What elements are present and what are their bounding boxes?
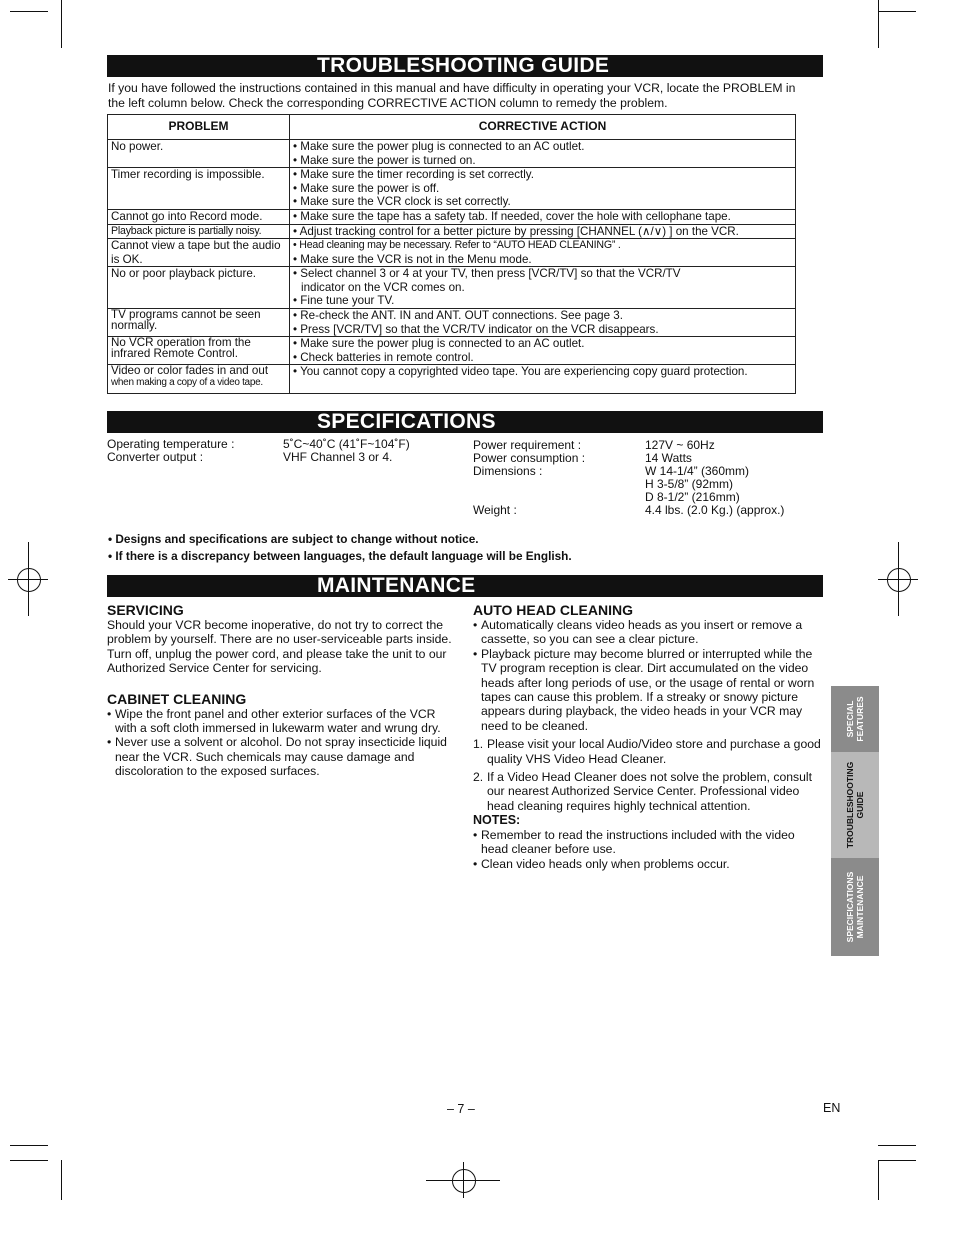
problem-cell: No or poor playback picture. [108, 267, 290, 309]
auto-head-heading: AUTO HEAD CLEANING [473, 602, 633, 618]
registration-mark [887, 568, 911, 592]
spec-right-labels: Power requirement : Power consumption : Dimensions : Weight : [473, 438, 586, 517]
crop-mark [10, 11, 48, 12]
spec-left-labels: Operating temperature : Converter output : [107, 437, 235, 464]
action-cell: • You cannot copy a copyrighted video tape. You are experiencing copy guard protection. [290, 365, 796, 394]
problem-cell: Cannot go into Record mode. [108, 210, 290, 225]
registration-mark [28, 542, 29, 616]
action-cell: • Make sure the power plug is connected to an AC outlet. • Check batteries in remote control. [290, 337, 796, 365]
spec-left-values: 5˚C~40˚C (41˚F~104˚F) VHF Channel 3 or 4. [283, 437, 410, 464]
action-cell: • Select channel 3 or 4 at your TV, then press [VCR/TV] so that the VCR/TV indicator on the VCR comes on. • Fine tune your TV. [290, 267, 796, 309]
table-row [108, 210, 796, 225]
troubleshooting-table [107, 114, 796, 394]
problem-cell: Video or color fades in and out when making a copy of a video tape. [108, 365, 290, 394]
crop-mark [878, 11, 916, 12]
servicing-text: Should your VCR become inoperative, do not try to correct the problem by yourself. There are no user-serviceable parts inside. Turn off, unplug the power cord, and please take the unit to our Authorized Service Center for servicing. [107, 618, 452, 676]
table-row [108, 140, 796, 168]
list-item: • Playback picture may become blurred or interrupted while the TV program reception is clear. Dirt accumulated on the video heads after long periods of use, or the usage of rental or worn tapes can cause this problem. If a streaky or snowy picture appears during playback, the video heads in your VCR may need to be cleaned. [473, 646, 815, 733]
crop-mark [878, 1160, 879, 1200]
list-item: 1. Please visit your local Audio/Video store and purchase a good quality VHS Video Head Cleaner. [473, 737, 821, 766]
spec-note: • If there is a discrepancy between languages, the default language will be English. [108, 549, 572, 563]
registration-mark [898, 542, 899, 616]
page-number: – 7 – [447, 1102, 475, 1116]
servicing-heading: SERVICING [107, 602, 184, 618]
crop-mark [878, 0, 879, 48]
crop-mark [10, 1145, 48, 1146]
table-row [108, 309, 796, 337]
side-tab-troubleshooting[interactable]: TROUBLESHOOTING GUIDE [831, 752, 879, 858]
column-header-action: CORRECTIVE ACTION [290, 115, 796, 140]
table-row [108, 337, 796, 365]
side-tab-specifications[interactable]: SPECIFICATIONS MAINTENANCE [831, 858, 879, 956]
list-item: 2. If a Video Head Cleaner does not solve the problem, consult our nearest Authorized Service Center. Professional video head cleaning requires highly technical attention. [473, 770, 812, 813]
troubleshooting-intro: If you have followed the instructions contained in this manual and have difficulty in operating your VCR, locate the PROBLEM in the left column below. Check the corresponding CORRECTIVE ACTION column to remedy the problem. [108, 81, 796, 110]
action-cell: • Adjust tracking control for a better picture by pressing [CHANNEL (∧/∨) ] on the VCR. [290, 224, 796, 239]
list-item: • Never use a solvent or alcohol. Do not spray insecticide liquid near the VCR. Such chemicals may cause damage and discoloration to the exposed surfaces. [107, 735, 447, 779]
problem-cell: Timer recording is impossible. [108, 168, 290, 210]
list-item: • Clean video heads only when problems occur. [473, 856, 730, 871]
maintenance-left-column [107, 602, 457, 779]
list-item: • Wipe the front panel and other exterior surfaces of the VCR with a soft cloth immersed in lukewarm water and wrung dry. [107, 706, 441, 736]
specifications-title: SPECIFICATIONS [107, 411, 823, 433]
table-row [108, 267, 796, 309]
problem-cell: Cannot view a tape but the audio is OK. [108, 239, 290, 267]
crop-mark [61, 0, 62, 48]
problem-cell: TV programs cannot be seen normally. [108, 309, 290, 337]
action-cell: • Make sure the tape has a safety tab. If needed, cover the hole with cellophane tape. [290, 210, 796, 225]
crop-mark [10, 1160, 48, 1161]
maintenance-right-column [473, 602, 825, 871]
problem-cell: Playback picture is partially noisy. [108, 224, 290, 239]
problem-cell: No VCR operation from the infrared Remote Control. [108, 337, 290, 365]
troubleshooting-title: TROUBLESHOOTING GUIDE [107, 55, 823, 77]
language-code: EN [823, 1101, 841, 1115]
action-cell: • Re-check the ANT. IN and ANT. OUT connections. See page 3. • Press [VCR/TV] so that the VCR/TV indicator on the VCR disappears. [290, 309, 796, 337]
table-row [108, 365, 796, 394]
spec-note: • Designs and specifications are subject to change without notice. [108, 532, 479, 546]
registration-mark [17, 568, 41, 592]
problem-cell: No power. [108, 140, 290, 168]
cabinet-heading: CABINET CLEANING [107, 690, 247, 707]
table-header [108, 115, 796, 140]
registration-mark [452, 1169, 476, 1193]
action-cell: • Make sure the timer recording is set correctly. • Make sure the power is off. • Make sure the VCR clock is set correctly. [290, 168, 796, 210]
crop-mark [878, 1145, 916, 1146]
table-row [108, 168, 796, 210]
action-cell: • Head cleaning may be necessary. Refer to “AUTO HEAD CLEANING” . • Make sure the VCR is not in the Menu mode. [290, 239, 796, 267]
maintenance-title: MAINTENANCE [107, 575, 823, 597]
column-header-problem: PROBLEM [108, 115, 290, 140]
spec-right-values: 127V ~ 60Hz 14 Watts W 14-1/4” (360mm) H 3-5/8” (92mm) D 8-1/2” (216mm) 4.4 lbs. (2.0 Kg.) (approx.) [645, 438, 785, 517]
crop-mark [878, 1160, 916, 1161]
list-item: • Remember to read the instructions included with the video head cleaner before use. [473, 827, 795, 857]
list-item: • Automatically cleans video heads as you insert or remove a cassette, so you can see a clear picture. [473, 618, 803, 647]
registration-mark [463, 1162, 464, 1198]
action-cell: • Make sure the power plug is connected to an AC outlet. • Make sure the power is turned on. [290, 140, 796, 168]
table-row [108, 239, 796, 267]
crop-mark [61, 1160, 62, 1200]
notes-heading: NOTES: [473, 813, 521, 828]
table-row [108, 224, 796, 239]
side-tab-special-features[interactable]: SPECIAL FEATURES [831, 686, 879, 752]
